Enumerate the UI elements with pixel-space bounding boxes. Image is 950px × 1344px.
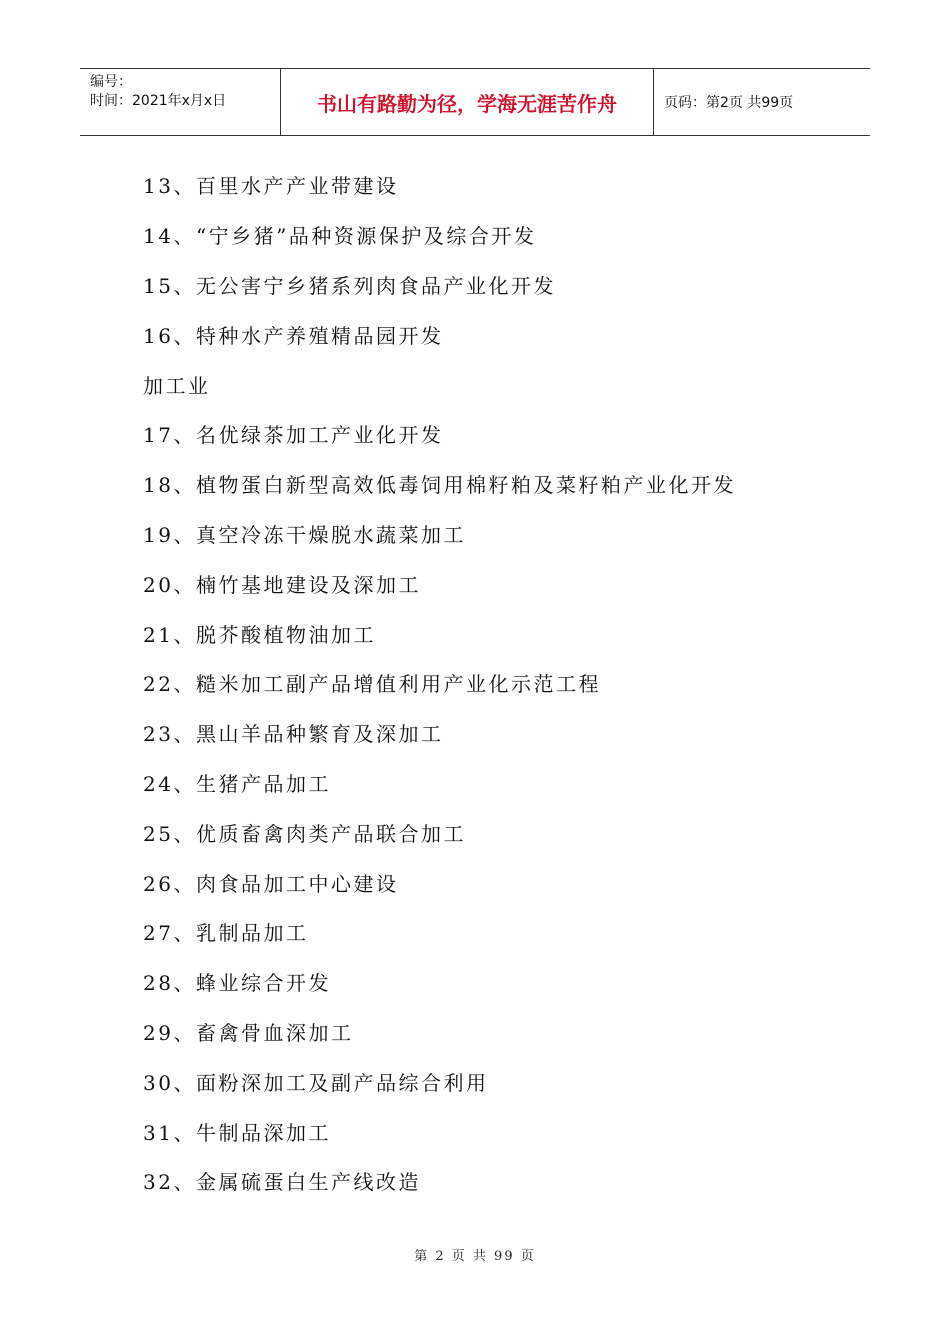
list-item: 14、“宁乡猪”品种资源保护及综合开发 (143, 224, 537, 249)
list-item: 18、植物蛋白新型高效低毒饲用棉籽粕及菜籽粕产业化开发 (143, 473, 736, 498)
list-item: 21、脱芥酸植物油加工 (143, 622, 376, 647)
list-item: 32、金属硫蛋白生产线改造 (143, 1170, 421, 1195)
list-item: 15、无公害宁乡猪系列肉食品产业化开发 (143, 273, 556, 298)
list-item: 22、糙米加工副产品增值利用产业化示范工程 (143, 672, 601, 697)
list-item: 28、蜂业综合开发 (143, 971, 331, 996)
page-header (80, 68, 870, 136)
list-item: 23、黑山羊品种繁育及深加工 (143, 722, 444, 747)
list-item: 29、畜禽骨血深加工 (143, 1020, 354, 1045)
list-item: 16、特种水产养殖精品园开发 (143, 323, 444, 348)
list-item: 20、楠竹基地建设及深加工 (143, 572, 421, 597)
list-item: 26、肉食品加工中心建设 (143, 871, 399, 896)
list-item: 19、真空冷冻干燥脱水蔬菜加工 (143, 522, 466, 547)
section-heading: 加工业 (143, 373, 211, 398)
list-item: 13、百里水产产业带建设 (143, 174, 399, 199)
list-item: 24、生猪产品加工 (143, 771, 331, 796)
list-item: 31、牛制品深加工 (143, 1120, 331, 1145)
list-item: 30、面粉深加工及副产品综合利用 (143, 1070, 489, 1095)
time-label: 时间：2021年x月x日 (90, 93, 227, 109)
header-meta (80, 69, 281, 135)
header-page-info: 页码：第2页 共99页 (664, 95, 794, 111)
list-item: 17、名优绿茶加工产业化开发 (143, 423, 444, 448)
document-body (143, 160, 863, 1206)
page-footer: 第 2 页 共 99 页 (414, 1249, 536, 1264)
number-label: 编号： (90, 74, 132, 90)
list-item: 27、乳制品加工 (143, 921, 309, 946)
list-item: 25、优质畜禽肉类产品联合加工 (143, 821, 466, 846)
header-motto: 书山有路勤为径，学海无涯苦作舟 (281, 69, 654, 135)
